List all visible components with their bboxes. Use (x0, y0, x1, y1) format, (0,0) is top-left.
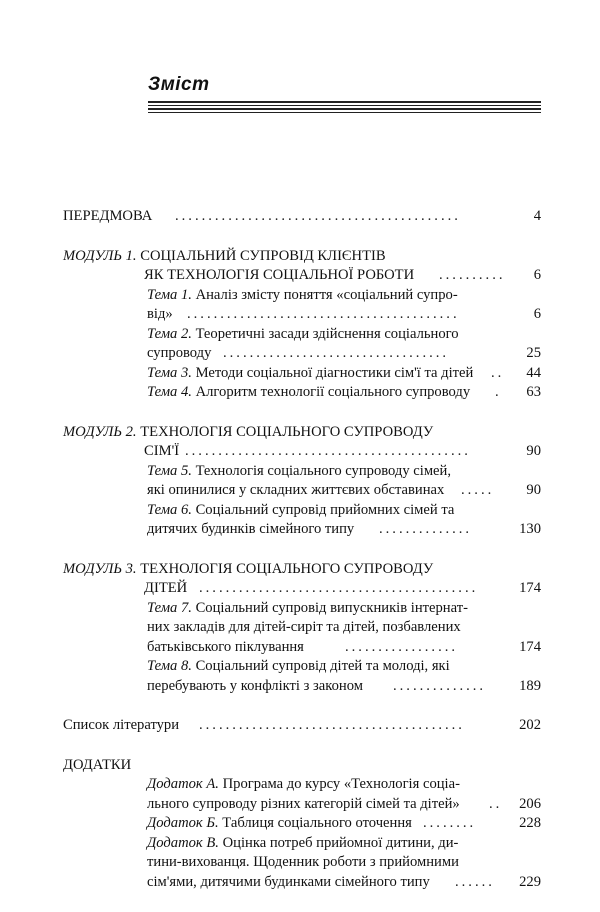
toc-entry-label: Список літератури (63, 717, 180, 733)
module-title: ТЕХНОЛОГІЯ СОЦІАЛЬНОГО СУПРОВОДУ (140, 423, 434, 440)
topic-title: Аналіз змісту поняття «соціальний супро- (195, 286, 458, 303)
appendix-prefix: Додаток Б. (147, 815, 219, 831)
dot-leader: ........................................... (185, 443, 471, 459)
dot-leader: .. (491, 364, 505, 381)
table-of-contents (63, 207, 541, 912)
dot-leader: .. (489, 795, 503, 812)
toc-page-number: 189 (519, 677, 541, 694)
topic-prefix: Тема 5. (147, 462, 192, 479)
toc-page-number: 174 (519, 638, 541, 655)
appendix-prefix: Додаток А. (147, 776, 219, 792)
appendices-heading: ДОДАТКИ (63, 756, 132, 773)
topic-title-cont: які опинилися у складних життєвих обставинах (147, 482, 445, 498)
topic-title-cont: них закладів для дітей-сиріт та дітей, позбавлених (147, 619, 461, 635)
toc-page-number: 6 (533, 267, 541, 283)
topic-title: Теоретичні засади здійснення соціального (195, 325, 459, 342)
dot-leader: ........ (423, 815, 477, 831)
topic-title: Соціальний супровід випускників інтернат- (195, 599, 468, 616)
dot-leader: ...... (455, 873, 495, 890)
appendix-title: Оцінка потреб прийомної дитини, ди- (222, 834, 459, 851)
dot-leader: .......................................... (199, 580, 479, 596)
topic-prefix: Тема 1. (147, 286, 192, 303)
module-title-cont: СІМ'Ї (144, 443, 180, 459)
toc-page-number: 229 (519, 873, 541, 890)
toc-page-number: 44 (526, 364, 541, 381)
module-title: ТЕХНОЛОГІЯ СОЦІАЛЬНОГО СУПРОВОДУ (140, 560, 434, 577)
dot-leader: . (495, 384, 502, 400)
topic-title: Методи соціальної діагностики сім'ї та дітей (195, 364, 474, 381)
topic-title-cont: дитячих будинків сімейного типу (147, 521, 355, 537)
toc-preface (63, 207, 541, 227)
toc-page-number: 206 (519, 795, 541, 812)
topic-prefix: Тема 2. (147, 325, 192, 342)
topic-prefix: Тема 8. (147, 658, 192, 674)
toc-page-number: 130 (519, 521, 541, 537)
toc-page-number: 202 (519, 717, 541, 733)
appendix-title: Таблиця соціального оточення (222, 815, 412, 831)
toc-appendices (63, 756, 541, 893)
appendix-title-cont: льного супроводу різних категорій сімей та дітей» (147, 795, 460, 812)
appendix-title: Програма до курсу «Технологія соціа- (222, 776, 460, 792)
module-prefix: МОДУЛЬ 1. (63, 247, 137, 264)
dot-leader: .............. (393, 677, 487, 694)
dot-leader: ................. (345, 638, 459, 655)
topic-title-cont: від» (147, 306, 173, 322)
module-prefix: МОДУЛЬ 2. (63, 423, 137, 440)
dot-leader: ........................................ (199, 717, 465, 733)
module-prefix: МОДУЛЬ 3. (63, 560, 137, 577)
appendix-title-cont: тини-вихованця. Щоденник роботи з прийомними (147, 854, 459, 870)
appendix-title-cont: сім'ями, дитячими будинками сімейного типу (147, 873, 430, 890)
topic-title: Соціальний супровід дітей та молоді, які (195, 658, 450, 674)
module-title-cont: ЯК ТЕХНОЛОГІЯ СОЦІАЛЬНОЇ РОБОТИ (144, 267, 415, 283)
topic-title-cont: супроводу (147, 345, 212, 361)
topic-title-cont: перебувають у конфлікті з законом (147, 677, 363, 694)
dot-leader: .............. (379, 521, 473, 537)
toc-page-number: 4 (533, 208, 541, 224)
dot-leader: ........................................... (175, 208, 461, 224)
toc-page-number: 90 (526, 443, 541, 459)
topic-title: Соціальний супровід прийомних сімей та (195, 501, 455, 518)
toc-page-number: 228 (519, 815, 541, 831)
dot-leader: ..... (461, 482, 495, 498)
toc-page-number: 174 (519, 580, 541, 596)
topic-prefix: Тема 6. (147, 501, 192, 518)
topic-title: Алгоритм технології соціального супроводу (195, 384, 471, 400)
topic-prefix: Тема 3. (147, 364, 192, 381)
module-title-cont: ДІТЕЙ (144, 580, 188, 596)
topic-prefix: Тема 7. (147, 599, 192, 616)
toc-module-2 (63, 423, 541, 540)
toc-module-1 (63, 247, 541, 403)
dot-leader: .......... (439, 267, 506, 283)
topic-prefix: Тема 4. (147, 384, 192, 400)
dot-leader: ......................................... (187, 306, 460, 322)
appendix-prefix: Додаток В. (147, 834, 219, 851)
toc-references (63, 716, 541, 736)
toc-page-number: 90 (526, 482, 541, 498)
page-title: Зміст (148, 74, 210, 95)
toc-module-3 (63, 560, 541, 697)
topic-title-cont: батьківського піклування (147, 638, 304, 655)
topic-title: Технологія соціального супроводу сімей, (195, 462, 451, 479)
toc-page-number: 25 (526, 345, 541, 361)
title-underline (148, 101, 541, 115)
toc-page-number: 6 (533, 306, 541, 322)
toc-page-number: 63 (526, 384, 541, 400)
module-title: СОЦІАЛЬНИЙ СУПРОВІД КЛІЄНТІВ (140, 247, 386, 264)
dot-leader: .................................. (223, 345, 450, 361)
toc-entry-label: ПЕРЕДМОВА (63, 208, 153, 224)
